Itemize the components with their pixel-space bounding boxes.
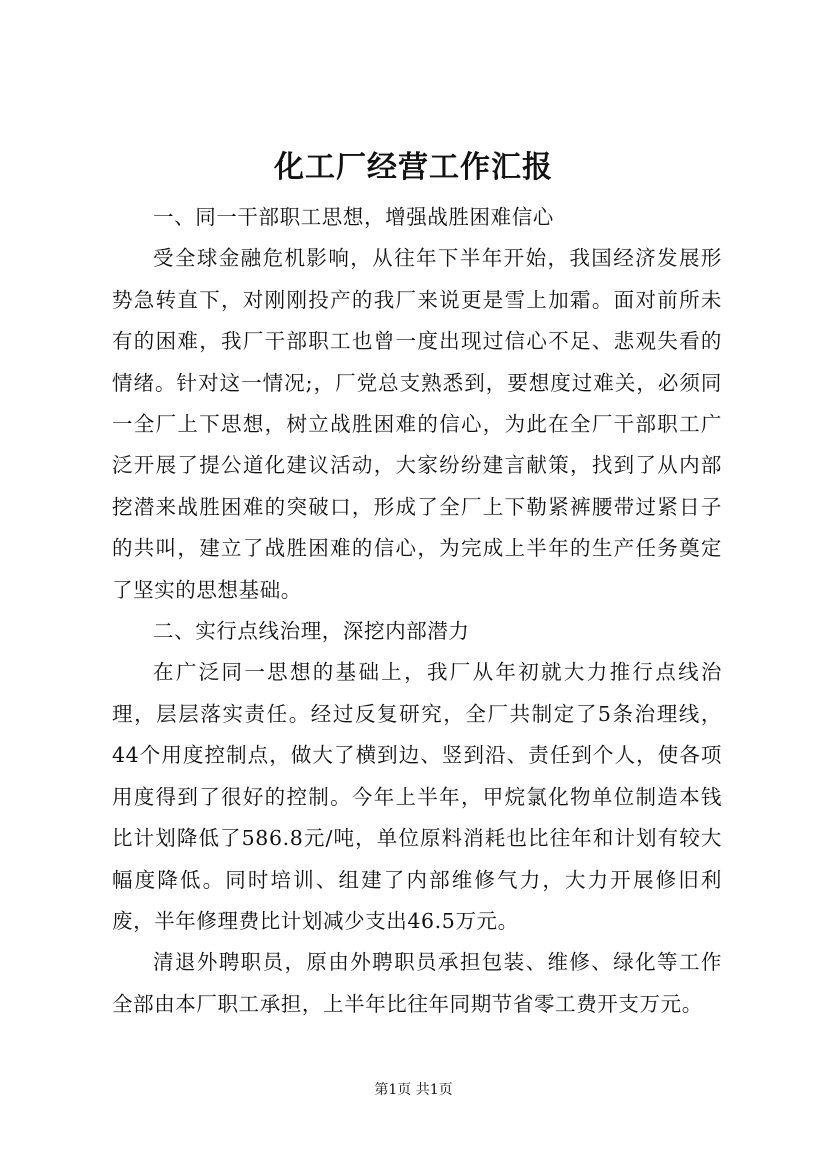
section-heading-1: 一、同一干部职工思想，增强战胜困难信心: [153, 205, 554, 229]
paragraph-1: 受全球金融危机影响，从往年下半年开始，我国经济发展形势急转直下，对刚刚投产的我厂来说更是雪上加霜。面对前所未有的困难，我厂干部职工也曾一度出现过信心不足、悲观失看的情绪。针对这一情况;，厂党总支熟悉到，要想度过难关，必须同一全厂上下思想，树立战胜困难的信心，为此在全厂干部职工广泛开展了提公道化建议活动，大家纷纷建言献策，找到了从内部挖潜来战胜困难的突破口，形成了全厂上下勒紧裤腰带过紧日子的共叫，建立了战胜困难的信心，为完成上半年的生产任务奠定了坚实的思想基础。: [112, 246, 722, 602]
page-footer: 第1页 共1页: [374, 1082, 453, 1098]
paragraph-3: 清退外聘职员，原由外聘职员承担包装、维修、绿化等工作全部由本厂职工承担，上半年比往年同期节省零工费开支万元。: [112, 950, 722, 1016]
section-heading-2: 二、实行点线治理，深挖内部潜力: [153, 619, 470, 644]
paragraph-2: 在广泛同一思想的基础上，我厂从年初就大力推行点线治理，层层落实责任。经过反复研究，全厂共制定了5条治理线，44个用度控制点，做大了横到边、竖到沿、责任到个人，使各项用度得到了很好的控制。今年上半年，甲烷氯化物单位制造本钱比计划降低了586.8元/吨，单位原料消耗也比往年和计划有较大幅度降低。同时培训、组建了内部维修气力，大力开展修旧利废，半年修理费比计划减少支出46.5万元。: [112, 660, 722, 933]
document-body: [112, 197, 722, 1025]
document-title: 化工厂经营工作汇报: [274, 150, 553, 185]
